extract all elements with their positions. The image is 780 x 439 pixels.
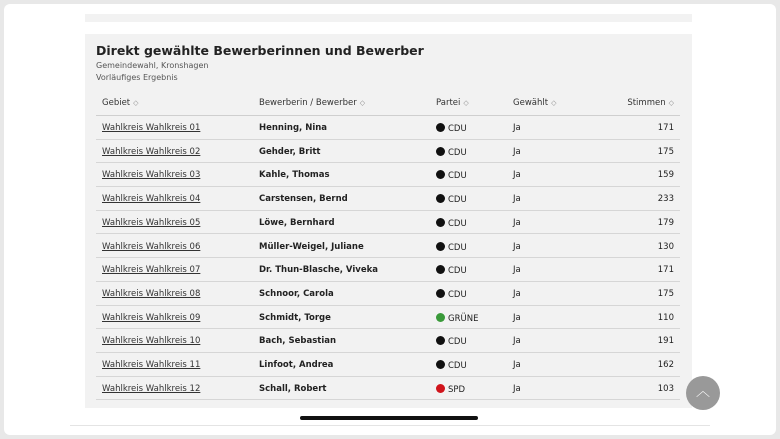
votes-value: 103 bbox=[657, 383, 674, 394]
table-row bbox=[96, 329, 680, 353]
party-cell bbox=[436, 123, 467, 134]
candidate-name: Kahle, Thomas bbox=[259, 170, 330, 181]
area-link[interactable]: Wahlkreis Wahlkreis 10 bbox=[102, 336, 201, 347]
party-cell bbox=[436, 194, 467, 205]
party-cell bbox=[436, 360, 467, 371]
party-color-dot bbox=[436, 170, 445, 179]
sort-icon: ◇ bbox=[668, 99, 674, 107]
votes-value: 171 bbox=[657, 265, 674, 276]
votes-value: 175 bbox=[657, 288, 674, 299]
party-label: CDU bbox=[448, 147, 467, 158]
section-subtitle: Gemeindewahl, Kronshagen bbox=[96, 61, 209, 70]
party-label: CDU bbox=[448, 195, 467, 206]
table-row bbox=[96, 235, 680, 259]
votes-value: 130 bbox=[657, 241, 674, 252]
candidate-name: Gehder, Britt bbox=[259, 146, 321, 157]
area-link[interactable]: Wahlkreis Wahlkreis 11 bbox=[102, 360, 201, 370]
area-link[interactable]: Wahlkreis Wahlkreis 12 bbox=[102, 383, 201, 394]
elected-value: Ja bbox=[513, 241, 521, 252]
party-color-dot bbox=[436, 336, 445, 345]
area-link[interactable]: Wahlkreis Wahlkreis 04 bbox=[102, 194, 201, 205]
party-color-dot bbox=[436, 242, 445, 251]
header-gewaehlt[interactable]: Gewählt ◇ bbox=[513, 98, 557, 108]
party-cell bbox=[436, 336, 467, 347]
party-label: CDU bbox=[448, 242, 467, 253]
candidate-name: Schall, Robert bbox=[259, 383, 327, 394]
party-label: SPD bbox=[448, 384, 466, 395]
header-gebiet[interactable]: Gebiet ◇ bbox=[102, 98, 139, 108]
result-status: Vorläufiges Ergebnis bbox=[96, 73, 178, 82]
party-cell bbox=[436, 170, 467, 181]
party-cell bbox=[436, 289, 467, 300]
party-label: CDU bbox=[448, 266, 467, 277]
sort-icon: ◇ bbox=[551, 99, 557, 107]
party-color-dot bbox=[436, 147, 445, 156]
votes-value: 162 bbox=[657, 360, 674, 370]
party-color-dot bbox=[436, 289, 445, 298]
table-row bbox=[96, 116, 680, 140]
party-label: CDU bbox=[448, 337, 467, 348]
device-screen bbox=[4, 4, 776, 435]
scroll-top-button[interactable] bbox=[686, 376, 720, 410]
area-link[interactable]: Wahlkreis Wahlkreis 01 bbox=[102, 123, 201, 133]
table-row bbox=[96, 258, 680, 282]
table-row bbox=[96, 140, 680, 164]
header-stimmen[interactable]: Stimmen ◇ bbox=[627, 98, 674, 108]
party-color-dot bbox=[436, 194, 445, 203]
section-title: Direkt gewählte Bewerberinnen und Bewerber bbox=[96, 43, 424, 58]
party-cell bbox=[436, 147, 467, 158]
footer-divider bbox=[70, 425, 710, 426]
elected-value: Ja bbox=[513, 383, 521, 394]
votes-value: 191 bbox=[657, 336, 674, 347]
chevron-up-icon: ︿ bbox=[696, 384, 710, 400]
party-cell bbox=[436, 384, 465, 395]
party-label: CDU bbox=[448, 124, 467, 134]
elected-value: Ja bbox=[513, 123, 521, 133]
area-link[interactable]: Wahlkreis Wahlkreis 05 bbox=[102, 217, 201, 228]
sort-icon: ◇ bbox=[463, 99, 469, 107]
table-header bbox=[96, 90, 680, 116]
area-link[interactable]: Wahlkreis Wahlkreis 07 bbox=[102, 265, 201, 276]
elected-value: Ja bbox=[513, 288, 521, 299]
candidate-name: Carstensen, Bernd bbox=[259, 194, 348, 205]
area-link[interactable]: Wahlkreis Wahlkreis 03 bbox=[102, 170, 201, 181]
sort-icon: ◇ bbox=[133, 99, 139, 107]
party-label: CDU bbox=[448, 289, 467, 300]
party-label: CDU bbox=[448, 171, 467, 182]
party-color-dot bbox=[436, 265, 445, 274]
results-card bbox=[85, 34, 692, 408]
votes-value: 175 bbox=[657, 146, 674, 157]
elected-value: Ja bbox=[513, 146, 521, 157]
area-link[interactable]: Wahlkreis Wahlkreis 08 bbox=[102, 288, 201, 299]
party-cell bbox=[436, 218, 467, 229]
elected-value: Ja bbox=[513, 360, 521, 370]
table-row bbox=[96, 163, 680, 187]
party-label: CDU bbox=[448, 218, 467, 229]
party-cell bbox=[436, 265, 467, 276]
party-color-dot bbox=[436, 384, 445, 393]
candidate-name: Schnoor, Carola bbox=[259, 288, 334, 299]
votes-value: 159 bbox=[657, 170, 674, 181]
elected-value: Ja bbox=[513, 170, 521, 181]
candidate-name: Dr. Thun-Blasche, Viveka bbox=[259, 265, 378, 276]
votes-value: 179 bbox=[657, 217, 674, 228]
table-row bbox=[96, 306, 680, 330]
elected-value: Ja bbox=[513, 265, 521, 276]
party-color-dot bbox=[436, 313, 445, 322]
sort-icon: ◇ bbox=[359, 99, 366, 107]
elected-value: Ja bbox=[513, 336, 521, 347]
home-indicator bbox=[300, 416, 478, 420]
table-row bbox=[96, 187, 680, 211]
candidate-name: Müller-Weigel, Juliane bbox=[259, 241, 364, 252]
party-cell bbox=[436, 242, 467, 253]
elected-value: Ja bbox=[513, 194, 521, 205]
candidate-name: Bach, Sebastian bbox=[259, 336, 337, 347]
candidate-name: Löwe, Bernhard bbox=[259, 217, 335, 228]
table-row bbox=[96, 282, 680, 306]
table-row bbox=[96, 377, 680, 401]
party-color-dot bbox=[436, 218, 445, 227]
votes-value: 233 bbox=[657, 194, 674, 205]
candidate-name: Henning, Nina bbox=[259, 123, 328, 133]
elected-value: Ja bbox=[513, 312, 521, 323]
votes-value: 110 bbox=[657, 312, 674, 323]
party-label: GRÜNE bbox=[448, 313, 479, 324]
party-color-dot bbox=[436, 123, 445, 132]
party-color-dot bbox=[436, 360, 445, 369]
previous-section-edge bbox=[85, 14, 692, 22]
candidate-name: Schmidt, Torge bbox=[259, 312, 331, 323]
elected-value: Ja bbox=[513, 217, 521, 228]
area-link[interactable]: Wahlkreis Wahlkreis 02 bbox=[102, 146, 201, 157]
party-label: CDU bbox=[448, 361, 467, 371]
candidate-name: Linfoot, Andrea bbox=[259, 360, 334, 370]
area-link[interactable]: Wahlkreis Wahlkreis 06 bbox=[102, 241, 201, 252]
party-cell bbox=[436, 313, 478, 324]
area-link[interactable]: Wahlkreis Wahlkreis 09 bbox=[102, 312, 201, 323]
votes-value: 171 bbox=[657, 123, 674, 133]
header-bewerber[interactable]: Bewerberin / Bewerber ◇ bbox=[259, 98, 366, 108]
header-partei[interactable]: Partei ◇ bbox=[436, 98, 469, 108]
table-row bbox=[96, 353, 680, 377]
table-row bbox=[96, 211, 680, 235]
